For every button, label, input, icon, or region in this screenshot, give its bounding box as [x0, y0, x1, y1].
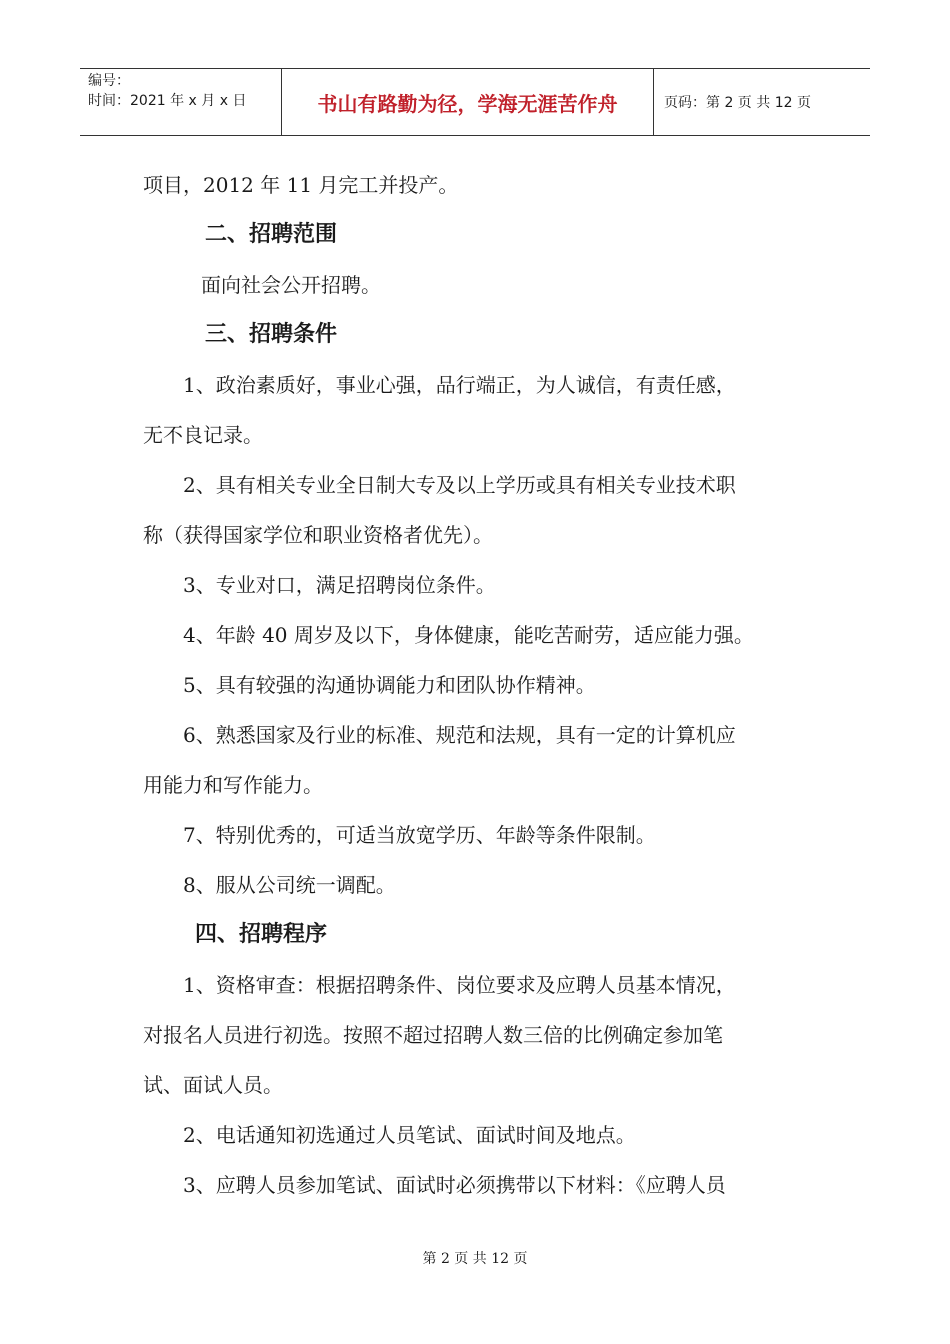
section-heading: 四、招聘程序: [195, 922, 328, 947]
paragraph: 2、电话通知初选通过人员笔试、面试时间及地点。: [183, 1123, 636, 1147]
paragraph: 4、年龄 40 周岁及以下，身体健康，能吃苦耐劳，适应能力强。: [183, 623, 754, 647]
paragraph: 8、服从公司统一调配。: [183, 873, 396, 897]
document-body: [143, 160, 813, 1210]
paragraph: 7、特别优秀的，可适当放宽学历、年龄等条件限制。: [183, 823, 656, 847]
section-heading: 二、招聘范围: [205, 222, 338, 247]
header-page-info: 页码：第 2 页 共 12 页: [664, 95, 811, 111]
paragraph: 面向社会公开招聘。: [201, 273, 381, 297]
paragraph: 试、面试人员。: [143, 1073, 283, 1097]
paragraph: 5、具有较强的沟通协调能力和团队协作精神。: [183, 673, 596, 697]
header-meta: [80, 69, 282, 135]
paragraph: 称（获得国家学位和职业资格者优先）。: [143, 523, 493, 547]
paragraph: 3、专业对口，满足招聘岗位条件。: [183, 573, 496, 597]
section-heading: 三、招聘条件: [205, 322, 338, 347]
paragraph: 6、熟悉国家及行业的标准、规范和法规，具有一定的计算机应: [183, 723, 736, 747]
doc-time-label: 时间：2021 年 x 月 x 日: [88, 93, 247, 109]
paragraph: 对报名人员进行初选。按照不超过招聘人数三倍的比例确定参加笔: [143, 1023, 723, 1047]
paragraph: 3、应聘人员参加笔试、面试时必须携带以下材料：《应聘人员: [183, 1173, 726, 1197]
paragraph: 用能力和写作能力。: [143, 773, 323, 797]
page-footer: 第 2 页 共 12 页: [422, 1251, 528, 1267]
page-header: [80, 68, 870, 136]
paragraph: 项目，2012 年 11 月完工并投产。: [143, 173, 459, 197]
doc-number-label: 编号：: [88, 73, 130, 89]
header-motto: 书山有路勤为径，学海无涯苦作舟: [282, 69, 654, 135]
paragraph: 无不良记录。: [143, 423, 263, 447]
paragraph: 1、政治素质好，事业心强，品行端正，为人诚信，有责任感，: [183, 373, 736, 397]
paragraph: 2、具有相关专业全日制大专及以上学历或具有相关专业技术职: [183, 473, 736, 497]
paragraph: 1、资格审查：根据招聘条件、岗位要求及应聘人员基本情况，: [183, 973, 736, 997]
